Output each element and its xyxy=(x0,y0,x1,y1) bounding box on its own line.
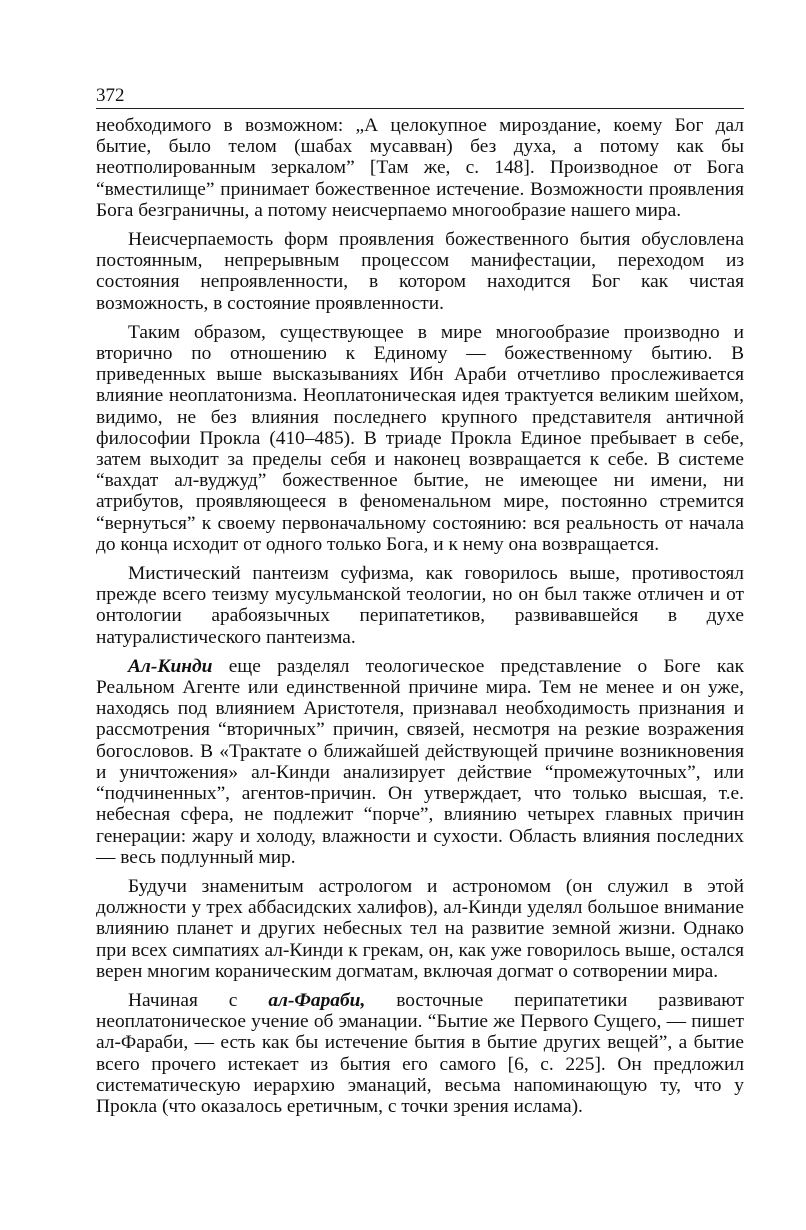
paragraph xyxy=(96,990,744,1117)
paragraph-text: Мистический пантеизм суфизма, как говорилось выше, противостоял прежде всего теизму мусульманской теологии, но он был также отличен и от онтологии арабоязычных перипатетиков, развивавшейся в духе натуралистического пантеизма. xyxy=(96,563,744,648)
paragraph-text: Таким образом, существующее в мире многообразие производно и вторично по отношению к Единому — божественному бытию. В приведенных выше высказываниях Ибн Араби отчетливо прослеживается влияние неоплатонизма. Неоплатоническая идея трактуется великим шейхом, видимо, не без влияния последнего крупного представителя античной философии Прокла (410–485). В триаде Прокла Единое пребывает в себе, затем выходит за пределы себя и наконец возвращается к себе. В системе “вахдат ал-вуджуд” божественное бытие, не имеющее ни имени, ни атрибутов, проявляющееся в феноменальном мире, постоянно стремится “вернуться” к своему первоначальному состоянию: вся реальность от начала до конца исходит от одного только Бога, и к нему она возвращается. xyxy=(96,321,744,555)
philosopher-name: ал-Фараби, xyxy=(268,989,366,1011)
paragraph-text: Начиная с xyxy=(128,989,269,1011)
page-header xyxy=(96,82,744,109)
paragraph-text: восточные перипатетики развивают неоплатоническое учение об эманации. “Бытие же Первого Сущего, — пишет ал-Фараби, — есть как бы истечение бытия в бытие других вещей”, а бытие всего прочего истекает из бытия его самого [6, с. 225]. Он предложил систематическую иерархию эманаций, весьма напоминающую ту, что у Прокла (что оказалось еретичным, с точки зрения ислама). xyxy=(96,989,745,1117)
page-number: 372 xyxy=(96,85,125,106)
paragraph xyxy=(96,563,744,648)
book-page xyxy=(96,82,744,1117)
philosopher-name: Ал-Кинди xyxy=(128,655,213,677)
paragraph-text: Будучи знаменитым астрологом и астрономом (он служил в этой должности у трех аббасидских халифов), ал-Кинди уделял большое внимание влиянию планет и других небесных тел на развитие земной жизни. Однако при всех симпатиях ал-Кинди к грекам, он, как уже говорилось выше, остался верен многим кораническим догматам, включая догмат о сотворении мира. xyxy=(96,875,744,982)
body-text xyxy=(96,115,744,1117)
paragraph xyxy=(96,876,744,982)
paragraph xyxy=(96,656,744,868)
paragraph-text: Неисчерпаемость форм проявления божественного бытия обусловлена постоянным, непрерывным процессом манифестации, переходом из состояния непроявленности, в котором находится Бог как чистая возможность, в состояние проявленности. xyxy=(96,229,744,314)
paragraph xyxy=(96,115,744,221)
paragraph xyxy=(96,229,744,314)
paragraph xyxy=(96,322,744,555)
paragraph-text: еще разделял теологическое представление о Боге как Реальном Агенте или единственной причине мира. Тем не менее и он уже, находясь под влиянием Аристотеля, признавал необходимость признания и рассмотрения “вторичных” причин, связей, несмотря на резкие возражения богословов. В «Трактате о ближайшей действующей причине возникновения и уничтожения» ал-Кинди анализирует действие “промежуточных”, или “подчиненных”, агентов-причин. Он утверждает, что только высшая, т.е. небесная сфера, не подлежит “порче”, влиянию четырех главных причин генерации: жару и холоду, влажности и сухости. Область влияния последних — весь подлунный мир. xyxy=(96,655,744,868)
paragraph-text: необходимого в возможном: „А целокупное мироздание, коему Бог дал бытие, было телом (шабах мусавван) без духа, а потому как бы неотполированным зеркалом” [Там же, с. 148]. Производное от Бога “вместилище” принимает божественное истечение. Возможности проявления Бога безграничны, а потому неисчерпаемо многообразие нашего мира. xyxy=(96,115,744,221)
